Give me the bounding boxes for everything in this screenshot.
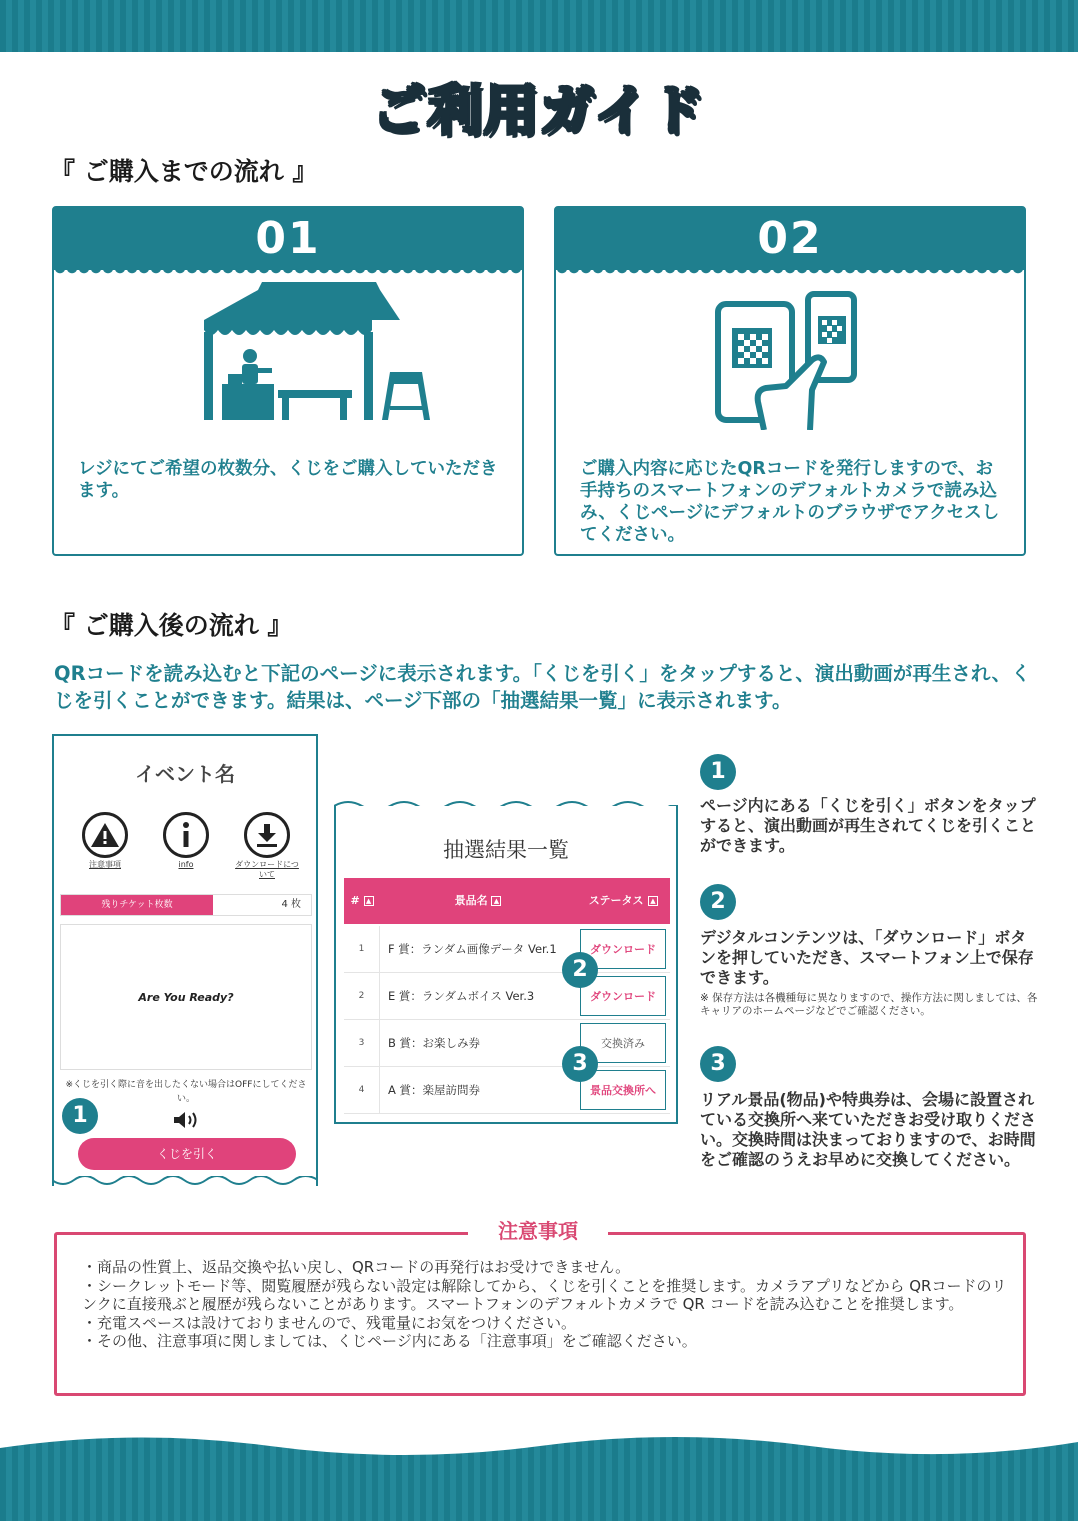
video-area [60,924,312,1070]
exchange-booth-button[interactable]: 景品交換所へ [580,1070,666,1110]
sound-note: ※くじを引く際に音を出したくない場合はOFFにしてください。 [65,1080,307,1104]
explanation-number-2: 2 [700,884,736,920]
marker-1: 1 [62,1098,98,1134]
remaining-tickets-count: 4 枚 [281,899,301,910]
results-title: 抽選結果一覧 [443,838,569,862]
table-row [344,1067,670,1114]
download-button[interactable]: ダウンロード [580,976,666,1016]
prize-name: E 賞：ランダムボイス Ver.3 [388,989,535,1003]
results-table-header [344,878,670,924]
draw-lottery-button[interactable]: くじを引く [78,1138,296,1170]
download-icon-label[interactable]: ダウンロードについて [235,860,299,879]
sort-icon: ▲ [491,896,501,906]
table-row [344,1020,670,1067]
caution-item: ・シークレットモード等、閲覧履歴が残らない設定は解除してから、くじを引くことを推奨します。カメラアプリなどから QRコードのリンクに直接飛ぶと履歴が残らないことがあります。スマートフォンのデフォルトカメラで QR コードを読み込むことを推奨します。 [82,1276,1007,1313]
speaker-icon[interactable] [172,1110,200,1130]
row-number: 3 [344,1020,380,1066]
video-caption: Are You Ready? [138,990,234,1004]
explanation-text-3: リアル景品(物品)や特典券は、会場に設置されている交換所へ来ていただきお受け取りください。交換時間は決まっておりますので、お時間をご確認のうえお早めに交換してください。 [700,1090,1037,1169]
download-button[interactable]: ダウンロード [580,929,666,969]
info-icon[interactable] [163,812,209,858]
bottom-wave-band [0,1428,1078,1521]
lottery-results-mockup [334,806,678,1124]
step-description: レジにてご希望の枚数分、くじをご購入していただきます。 [78,459,498,501]
step-number: 02 [556,208,1024,270]
flow-intro-text: QRコードを読み込むと下記のページに表示されます。「くじを引く」をタップすると、演出動画が再生され、くじを引くことができます。結果は、ページ下部の「抽選結果一覧」に表示されます。 [54,662,1031,712]
column-header-number[interactable]: # ▲ [344,878,380,924]
caution-list [82,1258,1012,1351]
info-icon-label[interactable]: info [178,860,194,869]
table-row [344,926,670,973]
explanation-text-2: デジタルコンテンツは、「ダウンロード」ボタンを押していただき、スマートフォン上で保存できます。 [700,928,1034,987]
top-stripe-band [0,0,1078,52]
section-heading-after-purchase: 『 ご購入後の流れ 』 [50,611,293,640]
prize-name: B 賞：お楽しみ券 [388,1036,481,1050]
row-number: 4 [344,1067,380,1113]
remaining-tickets-row [60,894,312,916]
marker-3: 3 [562,1046,598,1082]
prize-name: A 賞：楽屋訪問券 [388,1083,481,1097]
explanation-number-3: 3 [700,1046,736,1082]
warning-icon-label[interactable]: 注意事項 [89,860,121,869]
caution-item: ・その他、注意事項に関しましては、くじページ内にある「注意事項」をご確認ください。 [82,1332,697,1350]
step-number: 01 [54,208,522,270]
table-row [344,973,670,1020]
row-number: 1 [344,926,380,972]
prize-name: F 賞：ランダム画像データ Ver.1 [388,942,557,956]
explanation-note-2: ※ 保存方法は各機種毎に異なりますので、操作方法に関しましては、各キャリアのホームページなどでご確認ください。 [700,992,1038,1017]
sort-icon: ▲ [648,896,658,906]
step-description: ご購入内容に応じたQRコードを発行しますので、お手持ちのスマートフォンのデフォルトカメラで読み込み、くじページにデフォルトのブラウザでアクセスしてください。 [580,459,1000,545]
tent-register-icon [200,282,440,422]
column-header-prize[interactable]: 景品名 ▲ [380,878,576,924]
marker-2: 2 [562,952,598,988]
caution-title: 注意事項 [468,1216,608,1246]
row-number: 2 [344,973,380,1019]
sort-icon: ▲ [364,896,374,906]
download-icon[interactable] [244,812,290,858]
qr-phone-scan-icon [712,290,872,430]
event-name: イベント名 [135,762,235,786]
step-card-01 [52,206,524,556]
exchanged-status: 交換済み [580,1023,666,1063]
warning-icon[interactable] [82,812,128,858]
phone-wave-edge [52,1176,318,1190]
remaining-tickets-label: 残りチケット枚数 [61,895,213,915]
page-title: ご利用ガイド [371,79,707,142]
caution-item: ・充電スペースは設けておりませんので、残電量にお気をつけください。 [82,1313,576,1332]
explanation-number-1: 1 [700,754,736,790]
step-card-02 [554,206,1026,556]
caution-item: ・商品の性質上、返品交換や払い戻し、QRコードの再発行はお受けできません。 [82,1258,631,1276]
explanation-text-1: ページ内にある「くじを引く」ボタンをタップすると、演出動画が再生されてくじを引くことができます。 [700,796,1037,855]
column-header-status[interactable]: ステータス ▲ [576,878,670,924]
section-heading-before-purchase: 『 ご購入までの流れ 』 [50,157,318,186]
